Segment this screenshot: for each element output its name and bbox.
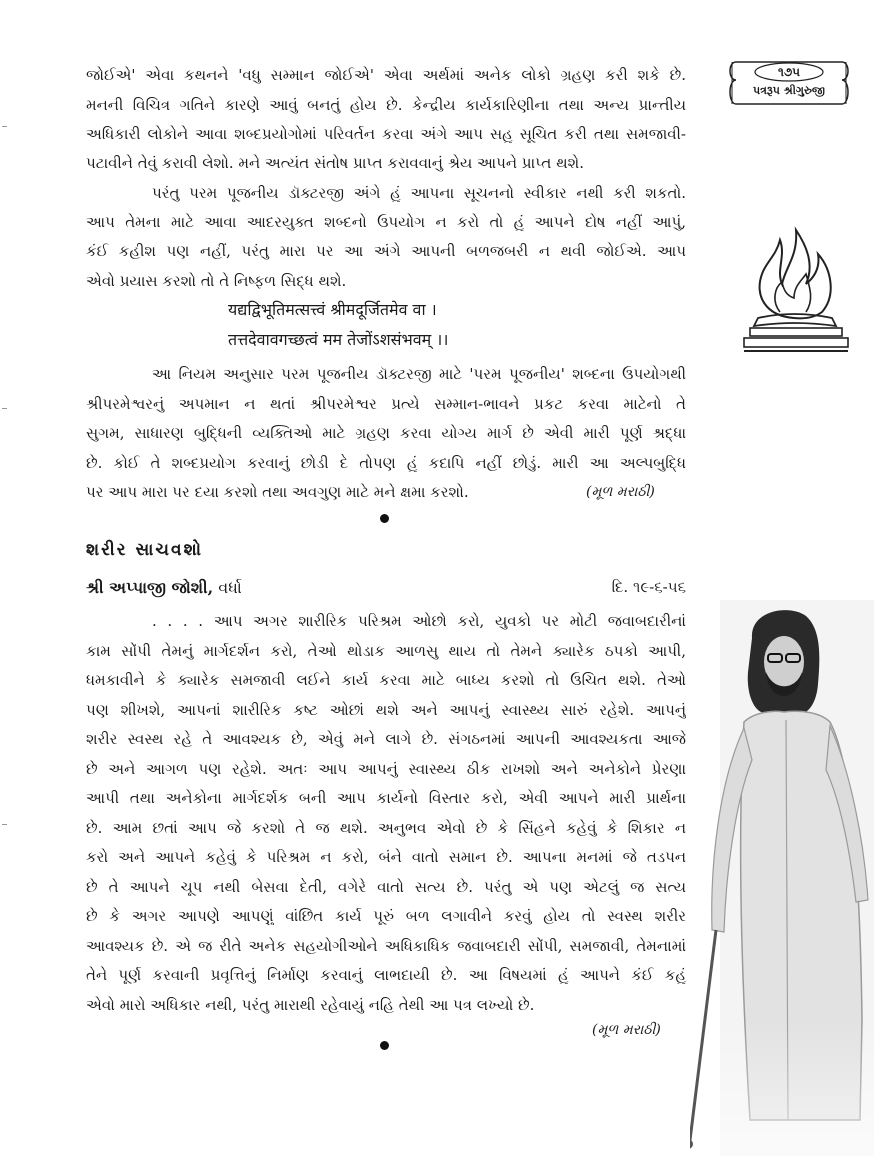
sanskrit-verse-line: तत्तदेवावगच्छत्वं मम तेजोंऽशसंभवम् ।। (228, 330, 449, 349)
section-heading: શરીર સાચવશો (86, 540, 203, 560)
text-line: સુગમ, સાધારણ બુદ્ધિની વ્યક્તિઓ માટે ગ્રહણ કરવા યોગ્ય માર્ગ છે એવી મારી પૂર્ણ શ્રદ્ધા (86, 424, 686, 442)
sanskrit-verse-line: यद्यद्विभूतिमत्सत्त्वं श्रीमदूर्जितमेव वा । (228, 300, 437, 319)
letter-date: દિ. ૧૯-૬-૫૬ (611, 578, 686, 596)
text-line: શરીર સ્વસ્થ રહે તે આવશ્યક છે, એવું મને લાગે છે. સંગઠનમાં આપની આવશ્યકતા આજે (86, 730, 686, 748)
text-line: મનની વિચિત્ર ગતિને કારણે આવું બનતું હોય છે. કેન્દ્રીય કાર્યકારિણીના તથા અન્ય પ્રાન્તીય (86, 96, 686, 114)
text-line: એવો મારો અધિકાર નથી, પરંતુ મારાથી રહેવાયું નહિ તેથી આ પત્ર લખ્યો છે. (86, 996, 535, 1014)
text-line: પર આપ મારા પર દયા કરશો તથા અવગુણ માટે મને ક્ષમા કરશો. (86, 483, 469, 501)
text-line: કરો અને આપને કહેવું કે પરિશ્રમ ન કરો, બંને વાતો સમાન છે. આપના મનમાં જે તડપન (86, 848, 686, 866)
text-line: તેને પૂર્ણ કરવાની પ્રવૃત્તિનું નિર્માણ કરવાનું લાભદાયી છે. આ વિષયમાં હું આપને કંઈ કહું (86, 966, 686, 984)
attribution-note: (મૂળ મરાઠી) (586, 484, 655, 500)
text-line: આપ તેમના માટે આવા આદરયુક્ત શબ્દનો ઉપયોગ ન કરો તો હું આપને દોષ નહીં આપું, (86, 213, 686, 231)
attribution-note: (મૂળ મરાઠી) (592, 1022, 661, 1038)
text-line: શ્રીપરમેશ્વરનું અપમાન ન થતાં શ્રીપરમેશ્વર પ્રત્યે સમ્માન-ભાવને પ્રકટ કરવા માટેનો તે (86, 395, 686, 413)
text-line: ધમકાવીને કે ક્યારેક સમજાવી લઈને કાર્ય કરવા માટે બાધ્ય કરશો તો ઉચિત થશે. તેઓ (86, 671, 686, 689)
recipient-name: શ્રી અપ્પાજી જોશી, (86, 578, 214, 597)
text-line: આ નિયમ અનુસાર પરમ પૂજનીય ડૉક્ટરજી માટે 'પરમ પૂજનીય' શબ્દના ઉપયોગથી (152, 365, 686, 383)
section-divider-bullet (380, 514, 389, 523)
text-line: અધિકારી લોકોને આવા શબ્દપ્રયોગોમાં પરિવર્તન કરવા અંગે આપ સહુ સૂચિત કરી તથા સમજાવી- (86, 125, 686, 143)
section-divider-bullet (380, 1041, 389, 1050)
text-line: છે તે આપને ચૂપ નથી બેસવા દેતી, વગેરે વાતો સત્ય છે. પરંતુ એ પણ એટલું જ સત્ય (86, 878, 686, 896)
scan-mark (2, 824, 7, 825)
flame-altar-icon (736, 226, 854, 356)
letter-recipient (86, 578, 242, 598)
text-line: પરંતુ પરમ પૂજનીય ડૉક્ટરજી અંગે હું આપના સૂચનનો સ્વીકાર નથી કરી શકતો. (152, 184, 686, 202)
text-line: આવશ્યક છે. એ જ રીતે અનેક સહયોગીઓને અધિકાધિક જવાબદારી સોંપી, સમજાવી, તેમનામાં (86, 937, 686, 955)
scan-mark (2, 408, 7, 409)
scan-mark (2, 126, 7, 127)
page-number: ૧૭૫ (777, 65, 801, 79)
text-line: પણ શીખશે, આપનાં શારીરિક કષ્ટ ઓછાં થશે અને આપનું સ્વાસ્થ્ય સારું રહેશે. આપનું (86, 701, 686, 719)
text-line: છે કે અગર આપણે આપણું વાંછિત કાર્ય પૂરું બળ લગાવીને કરવું હોય તો સ્વસ્થ શરીર (86, 907, 686, 925)
text-line: આપી તથા અનેકોના માર્ગદર્શક બની આપ કાર્યનો વિસ્તાર કરો, એવી આપને મારી પ્રાર્થના (86, 789, 686, 807)
portrait-photo (690, 600, 874, 1156)
book-title: પત્રરૂપ શ્રીગુરુજી (753, 84, 825, 97)
text-line: જોઈએ' એવા કથનને 'વધુ સમ્માન જોઈએ' એવા અર્થમાં અનેક લોકો ગ્રહણ કરી શકે છે. (86, 66, 686, 84)
text-line: . . . . આપ અગર શારીરિક પરિશ્રમ ઓછો કરો, યુવકો પર મોટી જવાબદારીનાં (152, 612, 686, 630)
text-line: એવો પ્રયાસ કરશો તો તે નિષ્ફળ સિદ્ધ થશે. (86, 272, 347, 290)
text-line: છે. કોઈ તે શબ્દપ્રયોગ કરવાનું છોડી દે તોપણ હું કદાપિ નહીં છોડું. મારી આ અલ્પબુદ્ધિ (86, 454, 686, 472)
text-line: છે અને આગળ પણ રહેશે. અતઃ આપ આપનું સ્વાસ્થ્ય ઠીક રાખશો અને અનેકોને પ્રેરણા (86, 760, 686, 778)
text-line: કામ સોંપી તેમનું માર્ગદર્શન કરો, તેઓ થોડાક આળસુ થાય તો તેમને ક્યારેક ઠપકો આપી, (86, 642, 686, 660)
text-line: કંઈ કહીશ પણ નહીં, પરંતુ મારા પર આ અંગે આપની બળજબરી ન થવી જોઈએ. આપ (86, 242, 686, 260)
page-badge (724, 58, 854, 108)
text-line: પટાવીને તેવું કરાવી લેશો. મને અત્યંત સંતોષ પ્રાપ્ત કરાવવાનું શ્રેય આપને પ્રાપ્ત થશે. (86, 154, 584, 172)
text-line: છે. આમ છતાં આપ જે કરશો તે જ થશે. અનુભવ એવો છે કે સિંહને કહેવું કે શિકાર ન (86, 819, 686, 837)
recipient-place: વર્ધા (213, 578, 242, 597)
